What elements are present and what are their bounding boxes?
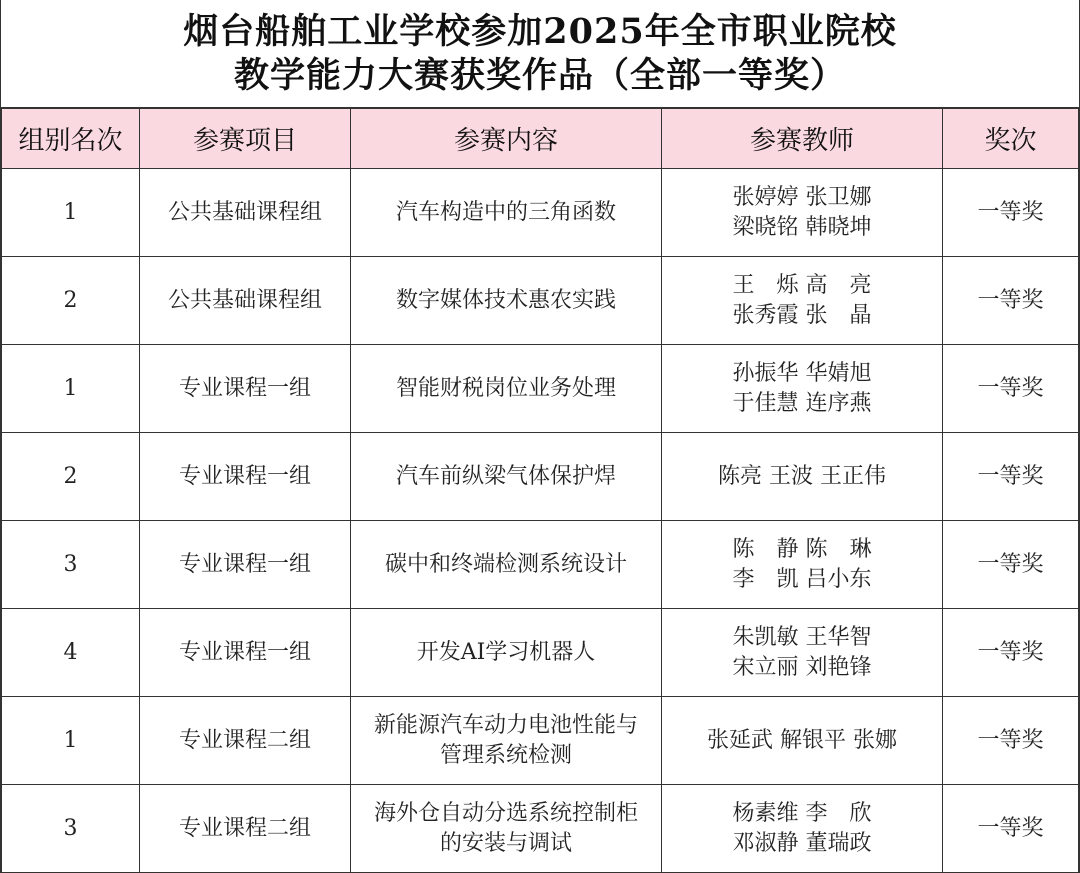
title-line-1: 烟台船舶工业学校参加2025年全市职业院校 bbox=[183, 10, 897, 52]
cell-rank: 3 bbox=[2, 521, 140, 609]
cell-award: 一等奖 bbox=[943, 169, 1079, 257]
content-line: 数字媒体技术惠农实践 bbox=[395, 287, 616, 313]
cell-content bbox=[351, 609, 662, 697]
content-line: 新能源汽车动力电池性能与 bbox=[373, 712, 638, 738]
cell-project: 专业课程一组 bbox=[140, 609, 351, 697]
cell-content bbox=[351, 345, 662, 433]
cell-project: 专业课程一组 bbox=[140, 521, 351, 609]
content-line: 碳中和终端检测系统设计 bbox=[384, 551, 627, 577]
cell-teachers bbox=[662, 609, 943, 697]
title-line-2: 教学能力大赛获奖作品（全部一等奖） bbox=[233, 54, 846, 96]
table-row bbox=[2, 433, 1079, 521]
teacher-line: 陈 静 陈 琳 bbox=[732, 536, 872, 562]
cell-award: 一等奖 bbox=[943, 521, 1079, 609]
table-row bbox=[2, 609, 1079, 697]
header-award: 奖次 bbox=[943, 109, 1079, 169]
cell-project: 专业课程二组 bbox=[140, 785, 351, 873]
cell-project: 专业课程一组 bbox=[140, 433, 351, 521]
header-content: 参赛内容 bbox=[351, 109, 662, 169]
teacher-line: 王 烁 高 亮 bbox=[732, 272, 872, 298]
cell-teachers bbox=[662, 521, 943, 609]
cell-content bbox=[351, 785, 662, 873]
teacher-line: 李 凯 吕小东 bbox=[732, 566, 872, 592]
cell-award: 一等奖 bbox=[943, 609, 1079, 697]
content-line: 汽车构造中的三角函数 bbox=[395, 199, 616, 225]
teacher-line: 陈亮 王波 王正伟 bbox=[718, 463, 886, 489]
content-line: 开发AI学习机器人 bbox=[416, 639, 596, 665]
table-body bbox=[2, 169, 1079, 873]
table-row bbox=[2, 785, 1079, 873]
awards-table bbox=[1, 108, 1079, 873]
cell-teachers bbox=[662, 345, 943, 433]
table-row bbox=[2, 257, 1079, 345]
cell-content bbox=[351, 697, 662, 785]
cell-rank: 3 bbox=[2, 785, 140, 873]
cell-award: 一等奖 bbox=[943, 697, 1079, 785]
cell-rank: 2 bbox=[2, 257, 140, 345]
cell-rank: 2 bbox=[2, 433, 140, 521]
cell-content bbox=[351, 169, 662, 257]
cell-teachers bbox=[662, 433, 943, 521]
teacher-line: 朱凯敏 王华智 bbox=[732, 624, 872, 650]
cell-project: 专业课程一组 bbox=[140, 345, 351, 433]
teacher-line: 宋立丽 刘艳锋 bbox=[732, 654, 872, 680]
content-line: 海外仓自动分选系统控制柜 bbox=[373, 800, 638, 826]
cell-content bbox=[351, 433, 662, 521]
teacher-line: 张婷婷 张卫娜 bbox=[732, 184, 872, 210]
cell-rank: 4 bbox=[2, 609, 140, 697]
teacher-line: 张延武 解银平 张娜 bbox=[707, 727, 897, 753]
table-row bbox=[2, 697, 1079, 785]
teacher-line: 孙振华 华婧旭 bbox=[732, 360, 872, 386]
document-title bbox=[1, 0, 1079, 108]
cell-content bbox=[351, 521, 662, 609]
content-line: 管理系统检测 bbox=[439, 742, 572, 768]
teacher-line: 邓淑静 董瑞政 bbox=[732, 830, 872, 856]
table-row bbox=[2, 521, 1079, 609]
cell-award: 一等奖 bbox=[943, 433, 1079, 521]
cell-teachers bbox=[662, 697, 943, 785]
cell-rank: 1 bbox=[2, 345, 140, 433]
header-rank: 组别名次 bbox=[2, 109, 140, 169]
content-line: 的安装与调试 bbox=[439, 830, 572, 856]
cell-rank: 1 bbox=[2, 697, 140, 785]
cell-teachers bbox=[662, 257, 943, 345]
content-line: 汽车前纵梁气体保护焊 bbox=[395, 463, 616, 489]
cell-award: 一等奖 bbox=[943, 345, 1079, 433]
cell-award: 一等奖 bbox=[943, 785, 1079, 873]
cell-teachers bbox=[662, 785, 943, 873]
cell-content bbox=[351, 257, 662, 345]
table-header-row bbox=[2, 109, 1079, 169]
cell-project: 公共基础课程组 bbox=[140, 257, 351, 345]
teacher-line: 张秀霞 张 晶 bbox=[732, 302, 872, 328]
cell-teachers bbox=[662, 169, 943, 257]
cell-award: 一等奖 bbox=[943, 257, 1079, 345]
header-project: 参赛项目 bbox=[140, 109, 351, 169]
header-teachers: 参赛教师 bbox=[662, 109, 943, 169]
cell-project: 公共基础课程组 bbox=[140, 169, 351, 257]
cell-project: 专业课程二组 bbox=[140, 697, 351, 785]
content-line: 智能财税岗位业务处理 bbox=[395, 375, 616, 401]
table-row bbox=[2, 169, 1079, 257]
teacher-line: 杨素维 李 欣 bbox=[732, 800, 872, 826]
cell-rank: 1 bbox=[2, 169, 140, 257]
teacher-line: 梁晓铭 韩晓坤 bbox=[732, 214, 872, 240]
teacher-line: 于佳慧 连序燕 bbox=[732, 390, 872, 416]
table-row bbox=[2, 345, 1079, 433]
